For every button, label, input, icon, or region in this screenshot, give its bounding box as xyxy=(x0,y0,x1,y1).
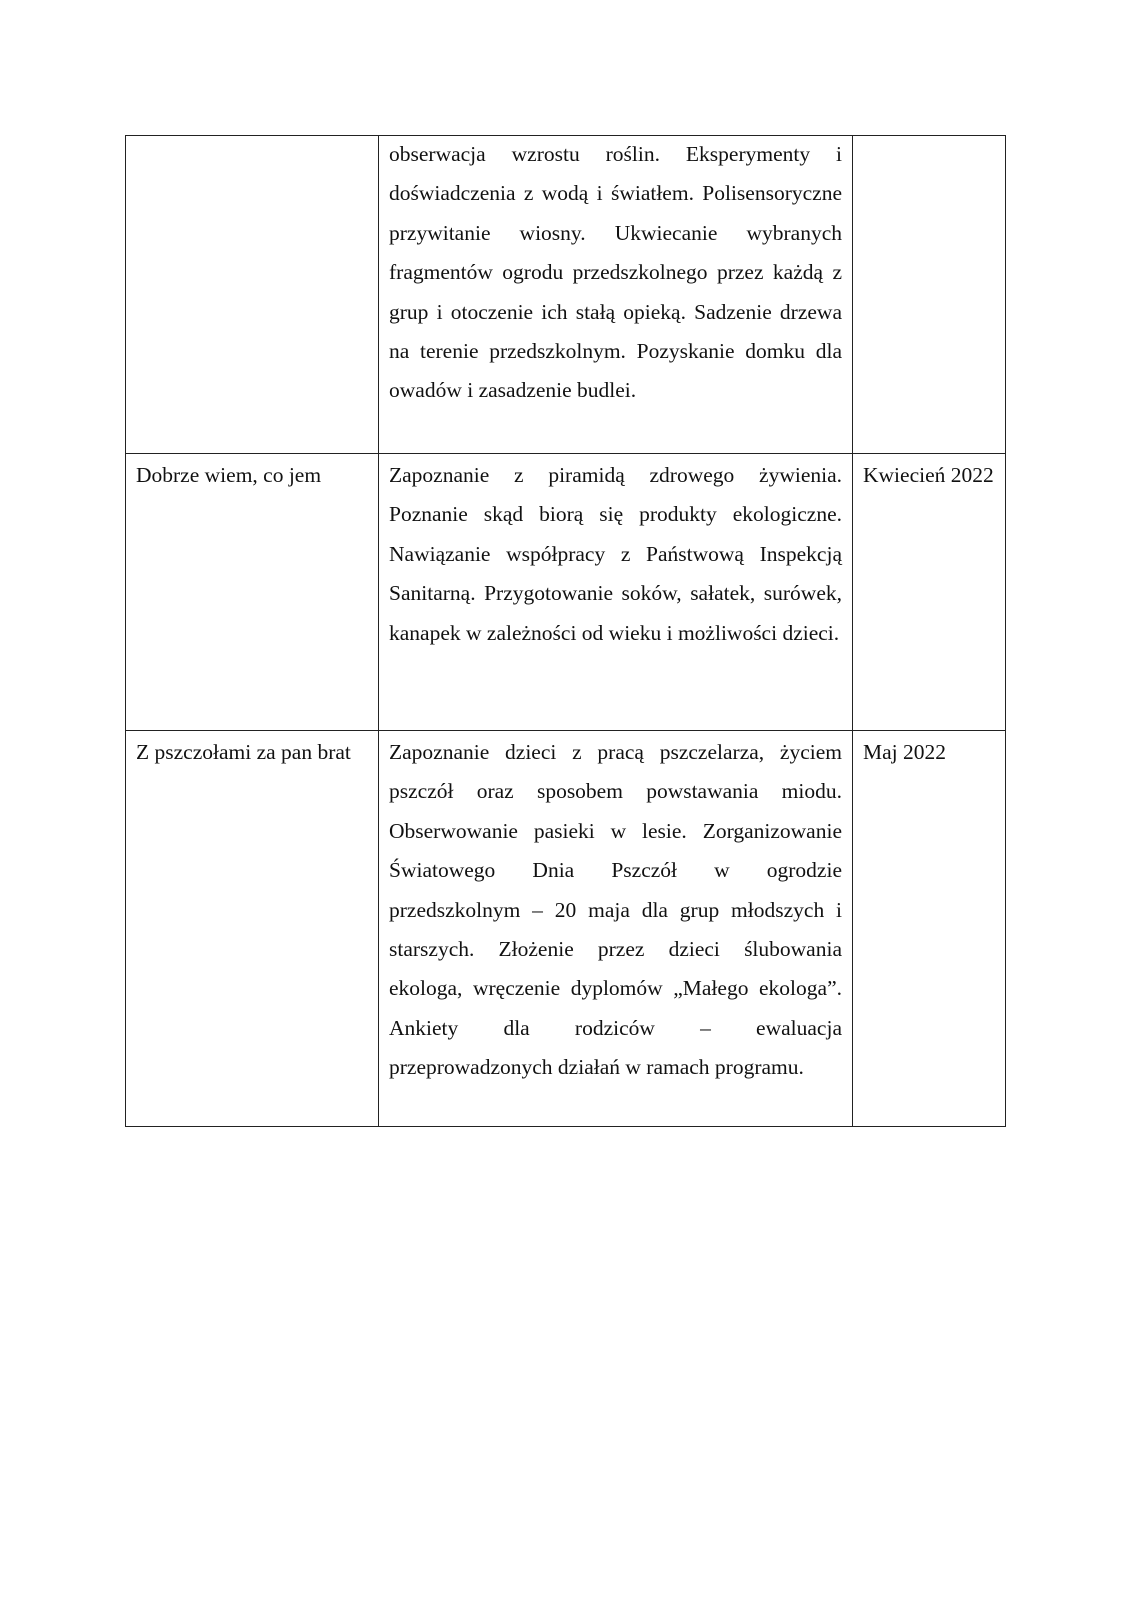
date-text: Kwiecień 2022 xyxy=(863,463,994,487)
description-text: obserwacja wzrostu roślin. Eksperymenty i doświadczenia z wodą i światłem. Polisensoryczne przywitanie wiosny. Ukwiecanie wybranych fragmentów ogrodu przedszkolnego przez każdą z grup i otoczenie ich stałą opieką. Sadzenie drzewa na terenie przedszkolnym. Pozyskanie domku dla owadów i zasadzenie budlei. xyxy=(389,142,842,403)
topic-text: Dobrze wiem, co jem xyxy=(136,463,322,487)
description-cell xyxy=(379,136,853,454)
topic-cell xyxy=(126,136,379,454)
table-row xyxy=(126,454,1006,731)
description-cell xyxy=(379,731,853,1127)
description-cell xyxy=(379,454,853,731)
description-text: Zapoznanie z piramidą zdrowego żywienia. Poznanie skąd biorą się produkty ekologiczne. Nawiązanie współpracy z Państwową Inspekcją Sanitarną. Przygotowanie soków, sałatek, surówek, kanapek w zależności od wieku i możliwości dzieci. xyxy=(389,463,842,645)
description-text: Zapoznanie dzieci z pracą pszczelarza, życiem pszczół oraz sposobem powstawania miodu. Obserwowanie pasieki w lesie. Zorganizowanie Światowego Dnia Pszczół w ogrodzie przedszkolnym – 20 maja dla grup młodszych i starszych. Złożenie przez dzieci ślubowania ekologa, wręczenie dyplomów „Małego ekologa”. Ankiety dla rodziców – ewaluacja przeprowadzonych działań w ramach programu. xyxy=(389,740,842,1080)
date-cell xyxy=(853,136,1006,454)
date-cell xyxy=(853,731,1006,1127)
table-row xyxy=(126,731,1006,1127)
topic-cell xyxy=(126,454,379,731)
topic-cell xyxy=(126,731,379,1127)
date-text: Maj 2022 xyxy=(863,740,947,764)
topic-text: Z pszczołami za pan brat xyxy=(136,740,351,764)
table-row xyxy=(126,136,1006,454)
program-table xyxy=(125,135,1006,1127)
date-cell xyxy=(853,454,1006,731)
